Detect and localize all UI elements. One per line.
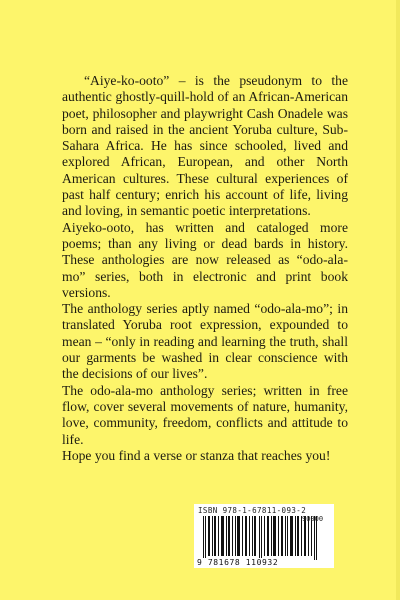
price-code: 90000 <box>302 515 324 523</box>
author-blurb <box>62 73 348 464</box>
blurb-paragraph-1: “Aiye-ko-ooto” – is the pseudonym to the authentic ghostly-quill-hold of an African-American poet, philosopher and playwright Cash Onadele was born and raised in the ancient Yoruba culture, Sub-Sahara Africa. He has since schooled, lived and explored African, European, and other North American cultures. These cultural experiences of past half century; enrich his account of life, living and loving, in semantic poetic interpretations. <box>62 73 348 219</box>
blurb-paragraph-3: The anthology series aptly named “odo-ala-mo”; in translated Yoruba root expression, expounded to mean – “only in reading and learning the truth, shall our garments be washed in clear conscience with the decisions of our lives”. <box>62 301 348 382</box>
blurb-paragraph-5: Hope you find a verse or stanza that reaches you! <box>62 447 331 463</box>
isbn-barcode-block <box>194 504 334 568</box>
isbn-digits: 9 781678 110932 <box>197 558 279 567</box>
cover-edge <box>396 0 400 600</box>
blurb-paragraph-2: Aiyeko-ooto, has written and cataloged more poems; than any living or dead bards in history. These anthologies are now released as “odo-ala-mo” series, both in electronic and print book versions. <box>62 219 348 300</box>
blurb-paragraph-4: The odo-ala-mo anthology series; written in free flow, cover several movements of nature, humanity, love, community, freedom, conflicts and attitude to life. <box>62 382 348 447</box>
isbn-label: ISBN 978-1-67811-093-2 <box>198 506 307 515</box>
